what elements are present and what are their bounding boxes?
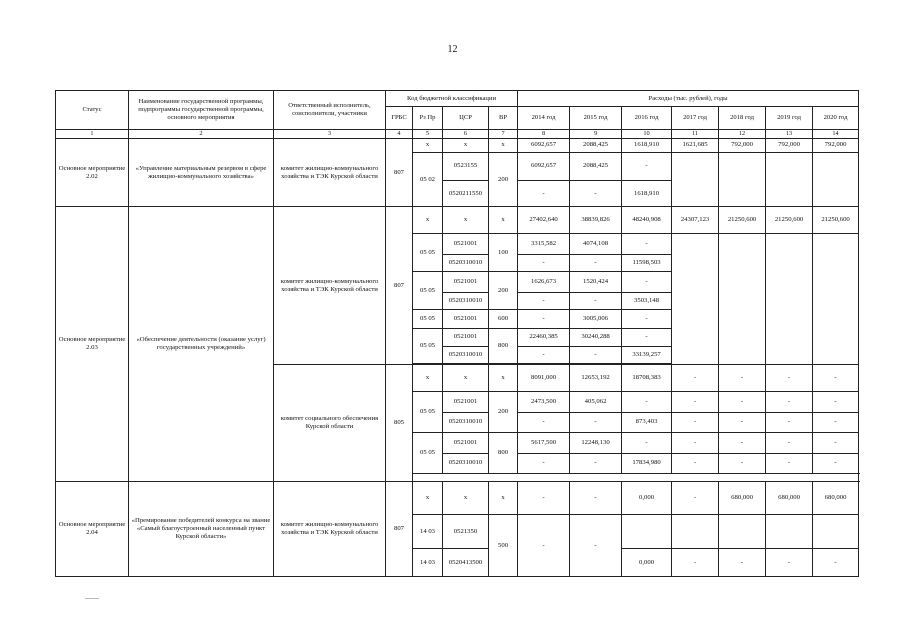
header-grbs: ГРБС — [386, 107, 413, 130]
csr-cell: 0521001 — [443, 328, 489, 346]
csr-cell: x — [443, 482, 489, 515]
empty-cell — [766, 234, 813, 365]
header-year: 2020 год — [813, 107, 859, 130]
value-cell: 0,000 — [622, 482, 672, 515]
value-cell: - — [719, 433, 766, 454]
grbs-cell: 807 — [386, 482, 413, 577]
page-number: 12 — [447, 44, 458, 55]
value-cell: - — [672, 365, 719, 392]
value-cell: 405,062 — [570, 392, 622, 413]
value-cell: - — [672, 392, 719, 413]
empty-cell — [766, 153, 813, 207]
scan-mark — [85, 598, 99, 599]
rzpr-cell: 14 03 — [413, 549, 443, 577]
value-cell: 792,000 — [813, 138, 859, 152]
csr-cell: x — [443, 365, 489, 392]
csr-cell: x — [443, 207, 489, 234]
value-cell: - — [813, 433, 859, 454]
vr-cell: 200 — [489, 153, 518, 207]
value-cell: - — [813, 412, 859, 433]
value-cell: 3315,582 — [518, 234, 570, 255]
empty-cell — [672, 153, 719, 207]
header-year: 2015 год — [570, 107, 622, 130]
value-cell: - — [719, 392, 766, 413]
value-cell: - — [622, 153, 672, 181]
value-cell: - — [518, 347, 570, 364]
header-csr: ЦСР — [443, 107, 489, 130]
value-cell: 2473,500 — [518, 392, 570, 413]
grbs-cell: 805 — [386, 365, 413, 482]
vr-cell: 500 — [489, 515, 518, 577]
value-cell: 3503,148 — [622, 292, 672, 309]
program-name-cell: «Обеспечение деятельности (оказание услуг) государственных учреждений» — [129, 207, 274, 482]
value-cell: 873,403 — [622, 412, 672, 433]
program-name-cell: «Премирование победителей конкурса на звание «Самый благоустроенный населенный пункт Курской области» — [129, 482, 274, 577]
value-cell: 22460,385 — [518, 328, 570, 346]
value-cell: 680,000 — [766, 482, 813, 515]
value-cell: 17834,980 — [622, 453, 672, 474]
header-status: Статус — [56, 91, 129, 130]
rzpr-cell: 05 05 — [413, 392, 443, 433]
value-cell: - — [518, 180, 570, 207]
program-name-cell: «Управление материальным резервом в сфере жилищно-коммунального хозяйства» — [129, 138, 274, 207]
column-number: 3 — [274, 129, 386, 138]
header-year: 2018 год — [719, 107, 766, 130]
value-cell: - — [518, 412, 570, 433]
empty-cell — [622, 515, 672, 549]
value-cell: - — [518, 515, 570, 577]
budget-table — [55, 90, 859, 577]
value-cell: 680,000 — [719, 482, 766, 515]
value-cell: - — [672, 433, 719, 454]
value-cell: - — [518, 482, 570, 515]
status-cell: Основное мероприятие 2.03 — [56, 207, 129, 482]
value-cell: - — [766, 433, 813, 454]
value-cell: 2088,425 — [570, 138, 622, 152]
value-cell: - — [570, 254, 622, 271]
responsible-cell: комитет социального обеспечения Курской области — [274, 365, 386, 482]
grbs-cell: 807 — [386, 138, 413, 207]
vr-cell: x — [489, 482, 518, 515]
value-cell: - — [518, 453, 570, 474]
value-cell: 680,000 — [813, 482, 859, 515]
csr-cell: 0520310010 — [443, 292, 489, 309]
value-cell: 21250,600 — [766, 207, 813, 234]
value-cell: - — [622, 272, 672, 293]
value-cell: 1520,424 — [570, 272, 622, 293]
header-responsible: Ответственный исполнитель, соисполнители, участники — [274, 91, 386, 130]
value-cell: - — [570, 482, 622, 515]
vr-cell: x — [489, 138, 518, 152]
rzpr-cell: x — [413, 482, 443, 515]
column-number: 6 — [443, 129, 489, 138]
column-number: 9 — [570, 129, 622, 138]
value-cell: - — [672, 549, 719, 577]
csr-cell: 0520310010 — [443, 254, 489, 271]
value-cell: - — [766, 392, 813, 413]
header-vr: ВР — [489, 107, 518, 130]
value-cell: 1621,685 — [672, 138, 719, 152]
rzpr-cell: x — [413, 138, 443, 152]
csr-cell: 0521001 — [443, 272, 489, 293]
value-cell: - — [622, 234, 672, 255]
vr-cell: 200 — [489, 392, 518, 433]
value-cell: - — [719, 549, 766, 577]
value-cell: 3005,006 — [570, 310, 622, 328]
value-cell: - — [766, 412, 813, 433]
value-cell: 8091,000 — [518, 365, 570, 392]
rzpr-cell: x — [413, 207, 443, 234]
column-number: 4 — [386, 129, 413, 138]
csr-cell: 0523155 — [443, 153, 489, 181]
column-number: 5 — [413, 129, 443, 138]
value-cell: 27402,640 — [518, 207, 570, 234]
value-cell: - — [570, 180, 622, 207]
empty-cell — [719, 515, 766, 549]
responsible-cell: комитет жилищно-коммунального хозяйства и ТЭК Курской области — [274, 482, 386, 577]
responsible-cell: комитет жилищно-коммунального хозяйства и ТЭК Курской области — [274, 138, 386, 207]
value-cell: 792,000 — [766, 138, 813, 152]
status-cell: Основное мероприятие 2.04 — [56, 482, 129, 577]
rzpr-cell: x — [413, 365, 443, 392]
column-number: 10 — [622, 129, 672, 138]
vr-cell: 200 — [489, 272, 518, 310]
value-cell: - — [766, 453, 813, 474]
value-cell: 6092,657 — [518, 138, 570, 152]
header-year: 2017 год — [672, 107, 719, 130]
empty-cell — [813, 515, 859, 549]
csr-cell: 0521001 — [443, 310, 489, 328]
value-cell: - — [813, 453, 859, 474]
column-number: 7 — [489, 129, 518, 138]
rzpr-cell: 05 05 — [413, 433, 443, 474]
value-cell: - — [719, 365, 766, 392]
value-cell: - — [719, 453, 766, 474]
header-year: 2016 год — [622, 107, 672, 130]
empty-cell — [672, 515, 719, 549]
value-cell: 21250,600 — [719, 207, 766, 234]
empty-cell — [672, 234, 719, 365]
empty-cell — [813, 153, 859, 207]
value-cell: - — [766, 549, 813, 577]
csr-cell: 0520310010 — [443, 412, 489, 433]
value-cell: - — [622, 433, 672, 454]
header-rzpr: Рз Пр — [413, 107, 443, 130]
column-number: 11 — [672, 129, 719, 138]
vr-cell: 600 — [489, 310, 518, 328]
header-year: 2019 год — [766, 107, 813, 130]
value-cell: 12653,192 — [570, 365, 622, 392]
rzpr-cell: 14 03 — [413, 515, 443, 549]
value-cell: - — [570, 292, 622, 309]
value-cell: - — [622, 392, 672, 413]
vr-cell: x — [489, 207, 518, 234]
csr-cell: 0520310010 — [443, 453, 489, 474]
vr-cell: 100 — [489, 234, 518, 272]
rzpr-cell: 05 05 — [413, 234, 443, 272]
rzpr-cell: 05 05 — [413, 310, 443, 328]
vr-cell: 800 — [489, 433, 518, 474]
value-cell: 24307,123 — [672, 207, 719, 234]
value-cell: 1618,910 — [622, 180, 672, 207]
value-cell: - — [672, 482, 719, 515]
value-cell: - — [672, 412, 719, 433]
column-number: 2 — [129, 129, 274, 138]
value-cell: - — [622, 310, 672, 328]
value-cell: - — [766, 365, 813, 392]
header-budget-code: Код бюджетной классификации — [386, 91, 518, 107]
rzpr-cell: 05 02 — [413, 153, 443, 207]
value-cell: - — [518, 310, 570, 328]
csr-cell: 0520211550 — [443, 180, 489, 207]
header-year: 2014 год — [518, 107, 570, 130]
value-cell: 0,000 — [622, 549, 672, 577]
value-cell: - — [518, 254, 570, 271]
empty-cell — [719, 153, 766, 207]
rzpr-cell: 05 05 — [413, 328, 443, 364]
value-cell: - — [813, 365, 859, 392]
csr-cell: 0520413500 — [443, 549, 489, 577]
value-cell: 1626,673 — [518, 272, 570, 293]
value-cell: - — [813, 392, 859, 413]
empty-cell — [813, 234, 859, 365]
header-program-name: Наименование государственной программы, подпрограммы государственной программы, основного мероприятия — [129, 91, 274, 130]
column-number: 8 — [518, 129, 570, 138]
rzpr-cell: 05 05 — [413, 272, 443, 310]
column-number: 14 — [813, 129, 859, 138]
empty-cell — [766, 515, 813, 549]
value-cell: - — [570, 347, 622, 364]
value-cell: - — [672, 453, 719, 474]
value-cell: - — [719, 412, 766, 433]
value-cell: - — [570, 453, 622, 474]
column-number: 13 — [766, 129, 813, 138]
responsible-cell: комитет жилищно-коммунального хозяйства и ТЭК Курской области — [274, 207, 386, 365]
value-cell: 38839,826 — [570, 207, 622, 234]
csr-cell: 0521001 — [443, 433, 489, 454]
csr-cell: 0521001 — [443, 392, 489, 413]
value-cell: 33139,257 — [622, 347, 672, 364]
value-cell: 6092,657 — [518, 153, 570, 181]
value-cell: - — [518, 292, 570, 309]
vr-cell: 800 — [489, 328, 518, 364]
value-cell: 30240,288 — [570, 328, 622, 346]
value-cell: 48240,908 — [622, 207, 672, 234]
value-cell: 2088,425 — [570, 153, 622, 181]
csr-cell: 0521350 — [443, 515, 489, 549]
csr-cell: x — [443, 138, 489, 152]
value-cell: - — [570, 412, 622, 433]
value-cell: 1618,910 — [622, 138, 672, 152]
empty-cell — [719, 234, 766, 365]
grbs-cell: 807 — [386, 207, 413, 365]
csr-cell: 0521001 — [443, 234, 489, 255]
value-cell: - — [622, 328, 672, 346]
value-cell: - — [570, 515, 622, 577]
value-cell: 12248,130 — [570, 433, 622, 454]
value-cell: 4074,108 — [570, 234, 622, 255]
value-cell: 11598,503 — [622, 254, 672, 271]
value-cell: 18708,383 — [622, 365, 672, 392]
value-cell: - — [813, 549, 859, 577]
value-cell: 5617,500 — [518, 433, 570, 454]
header-expenses: Расходы (тыс. рублей), годы — [518, 91, 859, 107]
value-cell: 21250,600 — [813, 207, 859, 234]
value-cell: 792,000 — [719, 138, 766, 152]
status-cell: Основное мероприятие 2.02 — [56, 138, 129, 207]
vr-cell: x — [489, 365, 518, 392]
csr-cell: 0520310010 — [443, 347, 489, 364]
column-number: 1 — [56, 129, 129, 138]
column-number: 12 — [719, 129, 766, 138]
